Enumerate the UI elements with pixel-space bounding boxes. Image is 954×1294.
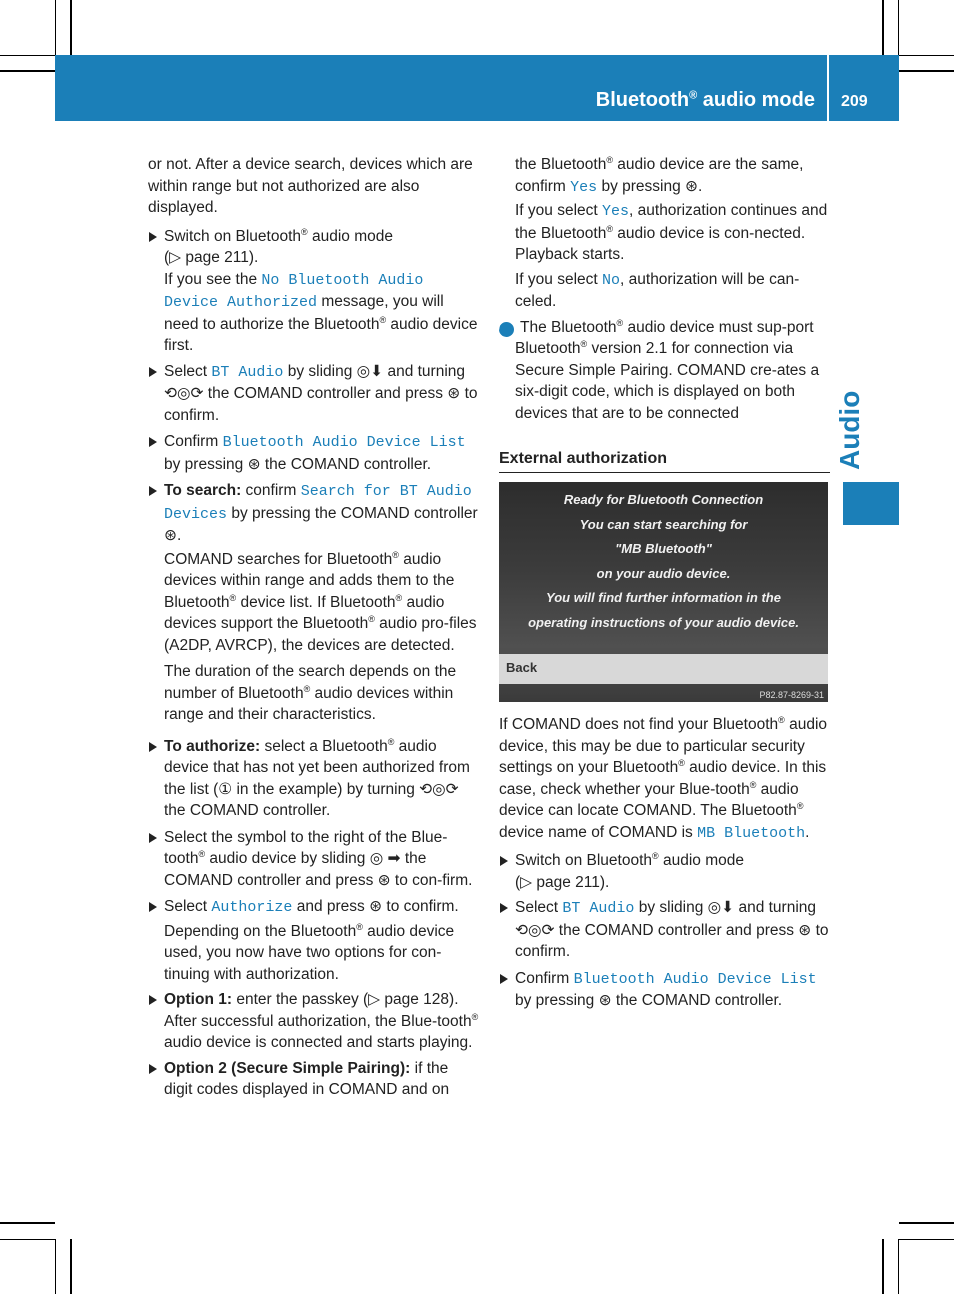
crop-mark xyxy=(899,1222,954,1224)
right-column xyxy=(496,154,830,473)
paragraph: If COMAND does not find your Bluetooth® audio device, this may be due to particular security settings on your Bluetooth® audio device. In this case, check whether your Blue-tooth® audio device can locate COMAND. The Bluetooth® device name of COMAND is MB Bluetooth. xyxy=(499,714,828,842)
paragraph: or not. After a device search, devices which are within range but not authorized are also displayed. xyxy=(148,156,473,216)
side-tab xyxy=(843,482,899,525)
paragraph: the Bluetooth® audio device are the same, confirm Yes by pressing ⊛. xyxy=(515,154,804,196)
paragraph: If you select No, authorization will be can-celed. xyxy=(515,270,800,310)
step: Option 1: enter the passkey (▷ page 128). After successful authorization, the Blue-tooth® audio device is connected and starts playing. xyxy=(148,989,479,1054)
step: Select Authorize and press ⊛ to confirm. xyxy=(148,896,479,919)
screen-message: Ready for Bluetooth Connection You can start searching for "MB Bluetooth" on your audio device. You will find further information in the operating instructions of your audio device. xyxy=(528,492,799,630)
image-code: P82.87-8269-31 xyxy=(759,690,824,700)
crop-mark xyxy=(70,0,72,55)
step: Select BT Audio by sliding ◎⬇ and turning ⟲◎⟳ the COMAND controller and press ⊛ to confirm. xyxy=(148,361,479,427)
crop-mark xyxy=(899,1239,954,1240)
page-title: Bluetooth® audio mode xyxy=(595,89,815,111)
paragraph: Depending on the Bluetooth® audio device used, you now have two options for con-tinuing with authorization. xyxy=(164,921,455,983)
paragraph: If you select Yes, authorization continues and the Bluetooth® audio device is con-nected. Playback starts. xyxy=(515,202,828,263)
screen-bottom-bar xyxy=(499,654,828,684)
crop-mark xyxy=(55,0,56,55)
crop-mark xyxy=(0,1239,55,1240)
paragraph: COMAND searches for Bluetooth® audio devices within range and adds them to the Bluetooth® device list. If Bluetooth® audio devices support the Bluetooth® audio pro-files (A2DP, AVRCP), the devices are detected. xyxy=(164,549,477,654)
step: Confirm Bluetooth Audio Device List by pressing ⊛ the COMAND controller. xyxy=(499,968,830,1012)
crop-mark xyxy=(882,0,884,55)
crop-mark xyxy=(898,1239,899,1294)
side-tab-label: Audio xyxy=(834,390,865,470)
step: Select the symbol to the right of the Blue-tooth® audio device by sliding ◎ ➡ the COMAND controller and press ⊛ to con-firm. xyxy=(148,827,479,892)
info-note: i The Bluetooth® audio device must sup-port Bluetooth® version 2.1 for connection via Secure Simple Pairing. COMAND cre-ates a six-digit code, which is displayed on both devices that are to be connected xyxy=(496,317,820,422)
left-column xyxy=(148,154,479,1101)
crop-mark xyxy=(882,1239,884,1294)
step: Select BT Audio by sliding ◎⬇ and turning ⟲◎⟳ the COMAND controller and press ⊛ to confirm. xyxy=(499,897,830,963)
crop-mark xyxy=(70,1239,72,1294)
step: To search: confirm Search for BT Audio Devices by pressing the COMAND controller ⊛. xyxy=(148,480,479,547)
section-heading: External authorization xyxy=(499,448,830,473)
step: To authorize: select a Bluetooth® audio device that has not yet been authorized from the list (① in the example) by turning ⟲◎⟳ the COMAND controller. xyxy=(148,736,479,822)
crop-mark xyxy=(0,70,55,72)
crop-mark xyxy=(898,0,899,55)
header-divider xyxy=(827,55,829,121)
crop-mark xyxy=(0,1222,55,1224)
step: Option 2 (Secure Simple Pairing): if the digit codes displayed in COMAND and on xyxy=(148,1058,479,1101)
screen-back-label: Back xyxy=(506,660,538,675)
paragraph: The duration of the search depends on the number of Bluetooth® audio devices within range and their characteristics. xyxy=(164,663,457,723)
step: Confirm Bluetooth Audio Device List by pressing ⊛ the COMAND controller. xyxy=(148,431,479,475)
page-number: 209 xyxy=(841,93,868,110)
crop-mark xyxy=(55,1239,56,1294)
crop-mark xyxy=(899,55,954,56)
right-column-lower xyxy=(499,714,830,1012)
page-header xyxy=(55,55,899,121)
step: Switch on Bluetooth® audio mode (▷ page 211). If you see the No Bluetooth Audio Device Authorized message, you will need to authorize the Bluetooth® audio device first. xyxy=(148,226,479,357)
info-icon: i xyxy=(499,322,514,337)
crop-mark xyxy=(0,55,55,56)
comand-screen-image xyxy=(499,482,828,702)
crop-mark xyxy=(899,70,954,72)
step: Switch on Bluetooth® audio mode (▷ page 211). xyxy=(499,850,830,893)
